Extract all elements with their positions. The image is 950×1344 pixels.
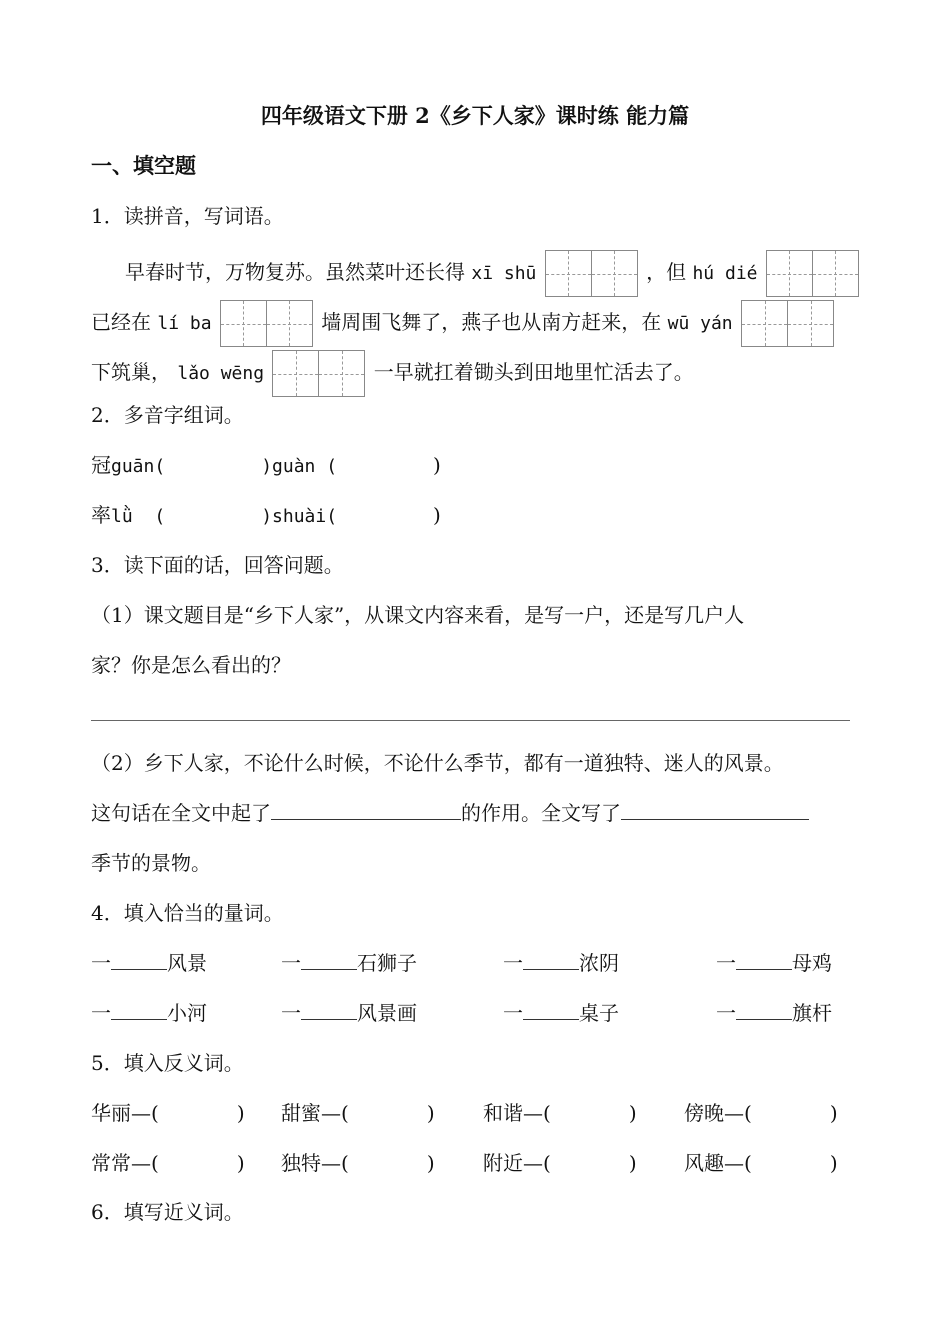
measure-item [91, 948, 207, 978]
q1-text: 一早就扛着锄头到田地里忙活去了。 [373, 360, 694, 384]
pinyin: lǎo wēng [177, 363, 265, 384]
bracket-close: ) [628, 1101, 637, 1125]
pinyin: lí ba [157, 313, 212, 334]
antonym-word: 独特—( [281, 1151, 349, 1175]
antonym-item [684, 1098, 838, 1128]
answer-blank[interactable] [523, 999, 579, 1020]
measure-noun: 风景 [167, 951, 207, 975]
bracket-close: ) [433, 503, 441, 527]
measure-item [503, 998, 619, 1028]
antonym-word: 常常—( [91, 1151, 159, 1175]
measure-noun: 桌子 [579, 1001, 619, 1025]
answer-blank[interactable] [111, 999, 167, 1020]
q2-row1 [91, 450, 441, 482]
answer-blank[interactable] [301, 999, 357, 1020]
antonym-word: 附近—( [483, 1151, 551, 1175]
q3-sub2-line2 [91, 798, 809, 828]
q3-sub1-line2: 家？你是怎么看出的？ [91, 653, 291, 677]
antonym-item [483, 1148, 637, 1178]
bracket-close: ) [829, 1151, 838, 1175]
measure-prefix: 一 [91, 951, 111, 975]
antonym-word: 傍晚—( [684, 1101, 752, 1125]
antonym-item [281, 1148, 435, 1178]
antonym-word: 和谐—( [483, 1101, 551, 1125]
antonym-item [91, 1148, 245, 1178]
q1-line3 [91, 350, 694, 397]
measure-noun: 旗杆 [792, 1001, 832, 1025]
character-grid[interactable] [741, 300, 834, 347]
pinyin: hú dié [692, 263, 758, 284]
q1-text: ，但 [646, 260, 687, 284]
pinyin: )guàn ( [261, 456, 338, 477]
measure-item [281, 948, 417, 978]
q5-prompt: 5．填入反义词。 [91, 1051, 244, 1075]
q2-row2 [91, 500, 441, 532]
q3-text: 这句话在全文中起了 [91, 801, 271, 825]
grid-cell[interactable] [591, 250, 638, 297]
measure-prefix: 一 [503, 951, 523, 975]
measure-prefix: 一 [716, 1001, 736, 1025]
pinyin: guān( [111, 456, 166, 477]
bracket-close: ) [829, 1101, 838, 1125]
character-grid[interactable] [272, 350, 365, 397]
character-grid[interactable] [766, 250, 859, 297]
polyphone-char: 冠 [91, 453, 111, 477]
q3-sub2-line1: （2）乡下人家，不论什么时候，不论什么季节，都有一道独特、迷人的风景。 [91, 751, 784, 775]
q4-prompt: 4．填入恰当的量词。 [91, 901, 284, 925]
measure-prefix: 一 [503, 1001, 523, 1025]
grid-cell[interactable] [318, 350, 365, 397]
measure-noun: 小河 [167, 1001, 207, 1025]
measure-item [91, 998, 207, 1028]
measure-item [503, 948, 619, 978]
antonym-word: 华丽—( [91, 1101, 159, 1125]
antonym-item [483, 1098, 637, 1128]
q3-prompt: 3．读下面的话，回答问题。 [91, 553, 344, 577]
q1-text: 下筑巢， [91, 360, 171, 384]
grid-cell[interactable] [812, 250, 859, 297]
q3-sub2-line3: 季节的景物。 [91, 851, 211, 875]
measure-noun: 浓阴 [579, 951, 619, 975]
section-heading: 一、填空题 [91, 153, 196, 178]
antonym-word: 风趣—( [684, 1151, 752, 1175]
measure-prefix: 一 [91, 1001, 111, 1025]
measure-noun: 风景画 [357, 1001, 417, 1025]
grid-cell[interactable] [220, 300, 267, 347]
measure-prefix: 一 [281, 1001, 301, 1025]
answer-blank[interactable] [523, 949, 579, 970]
page-title: 四年级语文下册 2《乡下人家》课时练 能力篇 [260, 103, 690, 128]
answer-blank[interactable] [736, 999, 792, 1020]
answer-blank[interactable] [271, 799, 461, 820]
polyphone-char: 率 [91, 503, 111, 527]
pinyin: xī shū [471, 263, 537, 284]
q1-line1 [125, 250, 861, 297]
antonym-item [91, 1098, 245, 1128]
bracket-close: ) [426, 1101, 435, 1125]
bracket-close: ) [236, 1151, 245, 1175]
measure-item [716, 948, 832, 978]
q3-sub1-line1: （1）课文题目是“乡下人家”，从课文内容来看，是写一户，还是写几户人 [91, 603, 745, 627]
measure-item [716, 998, 832, 1028]
bracket-close: ) [426, 1151, 435, 1175]
measure-item [281, 998, 417, 1028]
grid-cell[interactable] [272, 350, 319, 397]
answer-blank[interactable] [301, 949, 357, 970]
antonym-word: 甜蜜—( [281, 1101, 349, 1125]
answer-blank[interactable] [111, 949, 167, 970]
answer-line[interactable] [91, 720, 850, 721]
measure-noun: 石狮子 [357, 951, 417, 975]
q1-prompt: 1．读拼音，写词语。 [91, 204, 284, 228]
grid-cell[interactable] [266, 300, 313, 347]
character-grid[interactable] [545, 250, 638, 297]
measure-prefix: 一 [716, 951, 736, 975]
q1-text: 已经在 [91, 310, 151, 334]
answer-blank[interactable] [736, 949, 792, 970]
grid-cell[interactable] [545, 250, 592, 297]
q1-line2 [91, 300, 836, 347]
grid-cell[interactable] [741, 300, 788, 347]
bracket-close: ) [628, 1151, 637, 1175]
answer-blank[interactable] [621, 799, 809, 820]
q1-text: 墙周围飞舞了，燕子也从南方赶来，在 [321, 310, 662, 334]
pinyin: lǜ ( [111, 506, 166, 527]
measure-noun: 母鸡 [792, 951, 832, 975]
pinyin: )shuài( [261, 506, 338, 527]
bracket-close: ) [236, 1101, 245, 1125]
q2-prompt: 2．多音字组词。 [91, 403, 244, 427]
character-grid[interactable] [220, 300, 313, 347]
antonym-item [281, 1098, 435, 1128]
pinyin: wū yán [667, 313, 733, 334]
grid-cell[interactable] [766, 250, 813, 297]
grid-cell[interactable] [787, 300, 834, 347]
q3-text: 的作用。全文写了 [461, 801, 621, 825]
measure-prefix: 一 [281, 951, 301, 975]
q1-text: 早春时节，万物复苏。虽然菜叶还长得 [125, 260, 465, 284]
q6-prompt: 6．填写近义词。 [91, 1200, 244, 1224]
antonym-item [684, 1148, 838, 1178]
bracket-close: ) [433, 453, 441, 477]
